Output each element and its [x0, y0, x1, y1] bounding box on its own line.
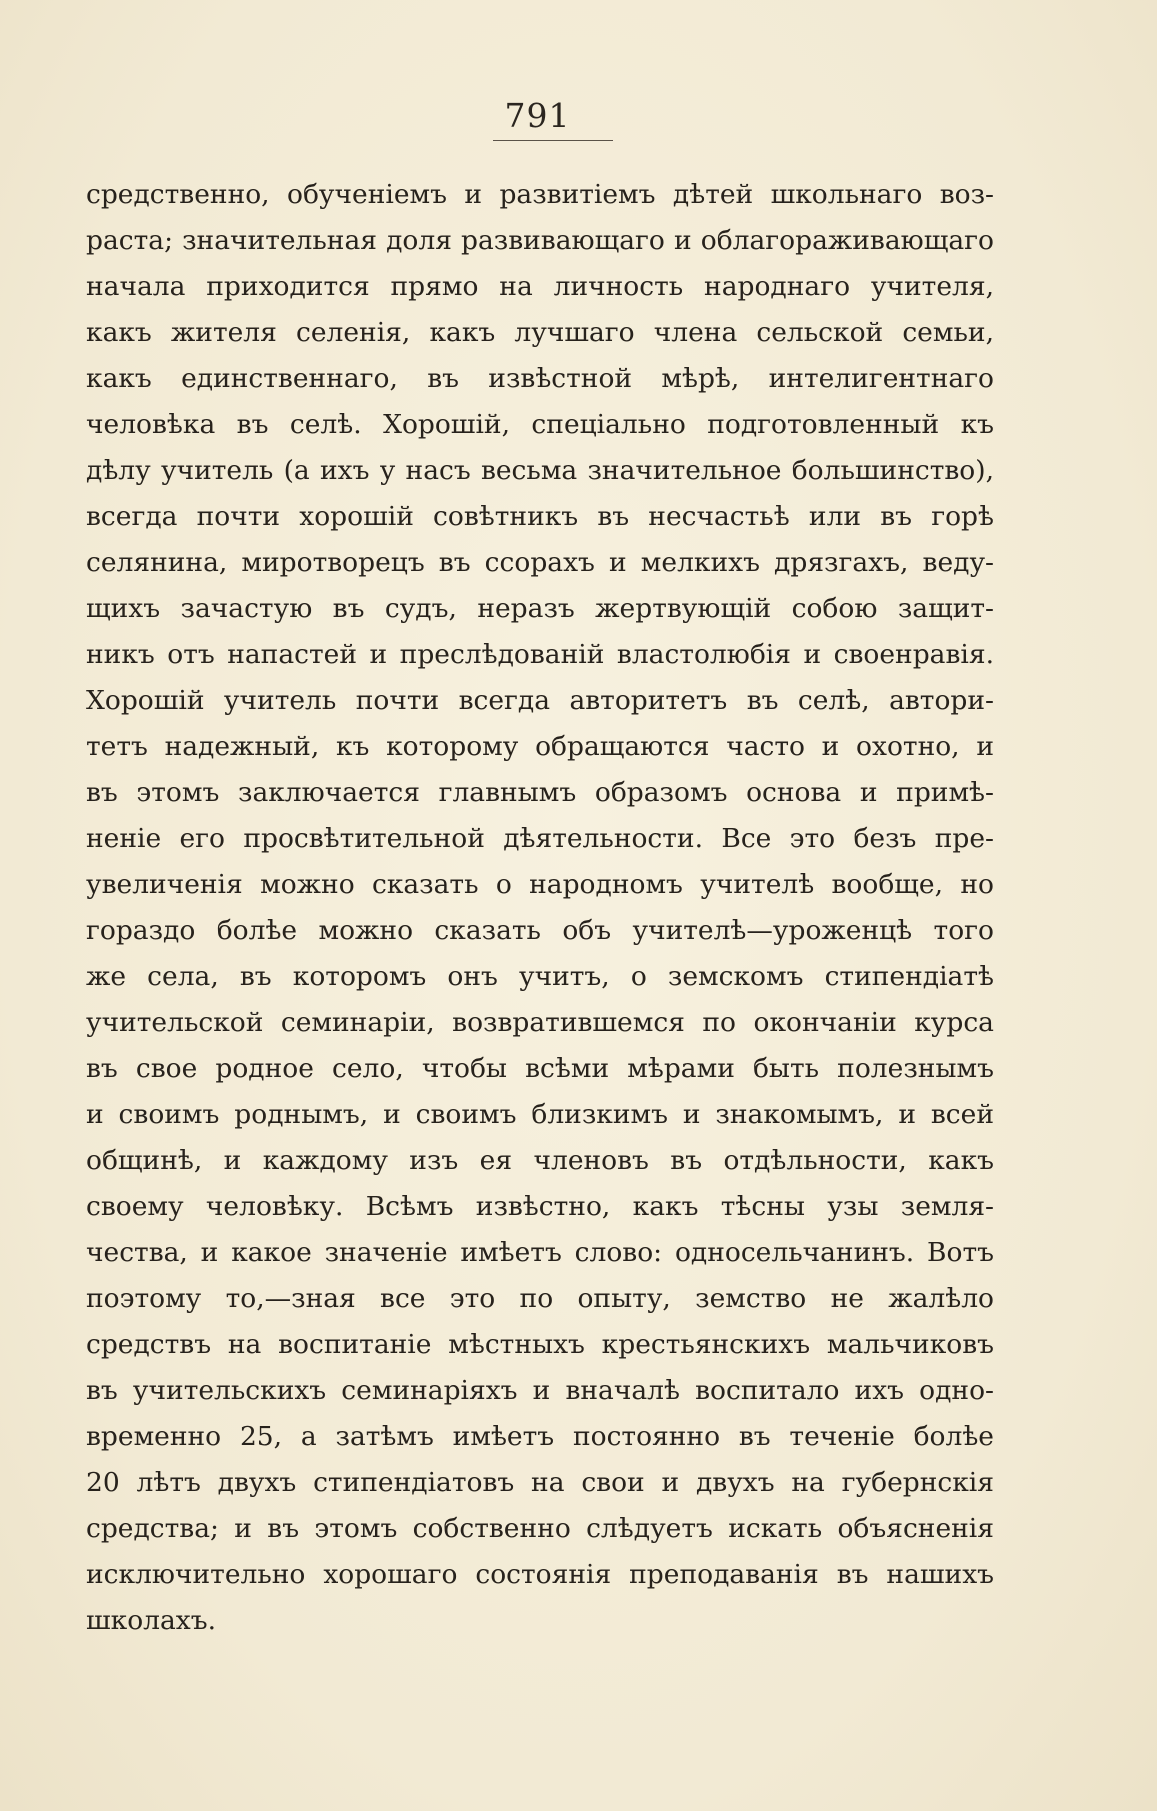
- text-line: увеличенія можно сказать о народномъ учителѣ вообще, но: [86, 869, 994, 900]
- page-number: 791: [504, 96, 571, 135]
- text-line: своему человѣку. Всѣмъ извѣстно, какъ тѣсны узы земля-: [86, 1191, 994, 1222]
- text-line: никъ отъ напастей и преслѣдованій властолюбія и своенравія.: [86, 639, 994, 670]
- text-line: средственно, обученіемъ и развитіемъ дѣтей школьнаго воз-: [86, 179, 994, 210]
- text-line: щихъ зачастую въ судъ, неразъ жертвующій собою защит-: [86, 593, 994, 624]
- text-line: 20 лѣтъ двухъ стипендіатовъ на свои и двухъ на губернскія: [86, 1467, 994, 1498]
- text-line: средства; и въ этомъ собственно слѣдуетъ искать объясненія: [86, 1513, 994, 1544]
- text-line: раста; значительная доля развивающаго и облагораживающаго: [86, 225, 994, 256]
- text-line: человѣка въ селѣ. Хорошій, спеціально подготовленный къ: [86, 409, 994, 440]
- text-line: какъ единственнаго, въ извѣстной мѣрѣ, интелигентнаго: [86, 363, 994, 394]
- text-line: неніе его просвѣтительной дѣятельности. Все это безъ пре-: [86, 823, 994, 854]
- text-line: поэтому то,—зная все это по опыту, земство не жалѣло: [86, 1283, 994, 1314]
- body-text: [86, 172, 994, 1644]
- text-line: въ свое родное село, чтобы всѣми мѣрами быть полезнымъ: [86, 1053, 994, 1084]
- text-line: въ учительскихъ семинаріяхъ и вначалѣ воспитало ихъ одно-: [86, 1375, 994, 1406]
- text-line: средствъ на воспитаніе мѣстныхъ крестьянскихъ мальчиковъ: [86, 1329, 994, 1360]
- text-line: селянина, миротворецъ въ ссорахъ и мелкихъ дрязгахъ, веду-: [86, 547, 994, 578]
- text-line: и своимъ роднымъ, и своимъ близкимъ и знакомымъ, и всей: [86, 1099, 994, 1130]
- page-number-rule: [493, 140, 613, 141]
- text-line: какъ жителя селенія, какъ лучшаго члена сельской семьи,: [86, 317, 994, 348]
- text-line: школахъ.: [86, 1605, 217, 1636]
- text-line: начала приходится прямо на личность народнаго учителя,: [86, 271, 994, 302]
- text-line: учительской семинаріи, возвратившемся по окончаніи курса: [86, 1007, 994, 1038]
- text-line: гораздо болѣе можно сказать объ учителѣ—уроженцѣ того: [86, 915, 994, 946]
- text-line: же села, въ которомъ онъ учитъ, о земскомъ стипендіатѣ: [86, 961, 994, 992]
- text-line: Хорошій учитель почти всегда авторитетъ въ селѣ, автори-: [86, 685, 994, 716]
- text-line: въ этомъ заключается главнымъ образомъ основа и примѣ-: [86, 777, 994, 808]
- text-line: всегда почти хорошій совѣтникъ въ несчастьѣ или въ горѣ: [86, 501, 994, 532]
- text-line: дѣлу учитель (а ихъ у насъ весьма значительное большинство),: [86, 455, 994, 486]
- text-line: временно 25, а затѣмъ имѣетъ постоянно въ теченіе болѣе: [86, 1421, 994, 1452]
- text-line: общинѣ, и каждому изъ ея членовъ въ отдѣльности, какъ: [86, 1145, 994, 1176]
- text-line: исключительно хорошаго состоянія преподаванія въ нашихъ: [86, 1559, 994, 1590]
- text-line: чества, и какое значеніе имѣетъ слово: односельчанинъ. Вотъ: [86, 1237, 994, 1268]
- text-line: тетъ надежный, къ которому обращаются часто и охотно, и: [86, 731, 994, 762]
